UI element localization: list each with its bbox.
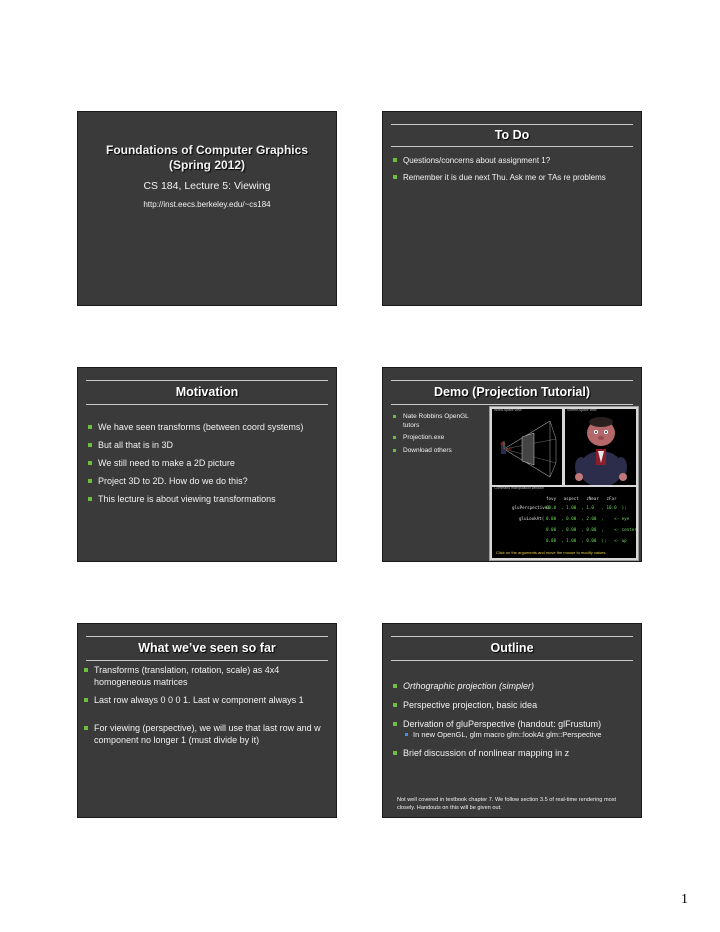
slide-seen-so-far — [77, 623, 337, 818]
bullet-list — [391, 680, 635, 759]
bullet-list — [391, 413, 485, 455]
bullet-icon — [88, 425, 92, 429]
bullet-icon — [88, 479, 92, 483]
list-item: Brief discussion of nonlinear mapping in z — [391, 747, 635, 759]
bullet-icon — [88, 461, 92, 465]
slide-todo — [382, 111, 642, 306]
slide-heading: Outline — [490, 641, 534, 655]
list-item: Orthographic projection (simpler) — [391, 680, 635, 692]
slide-footnote: Not well covered in textbook chapter 7. We follow section 3.5 of real-time rendering most closely. Handouts on this will be given out. — [397, 797, 617, 811]
bullet-icon — [393, 449, 396, 452]
instructions-text: Click on the arguments and move the mouse to modify values. — [496, 550, 607, 555]
list-item: Download others — [391, 447, 485, 456]
list-item: We have seen transforms (between coord systems) — [86, 421, 330, 433]
title-rule-bottom — [86, 660, 328, 661]
bullet-icon — [84, 726, 88, 730]
page-number: 1 — [681, 892, 688, 907]
sub-bullet-icon — [405, 733, 408, 736]
bullet-icon — [393, 751, 397, 755]
bullet-icon — [393, 684, 397, 688]
slide-title-heading — [78, 143, 336, 173]
title-rule-top — [86, 636, 328, 637]
list-item: Questions/concerns about assignment 1? — [391, 155, 635, 166]
slide-heading: To Do — [494, 128, 530, 142]
bullet-icon — [393, 415, 396, 418]
frustum-diagram — [492, 409, 562, 485]
bullet-icon — [393, 703, 397, 707]
perspective-fn: gluPerspective( — [512, 505, 550, 510]
world-space-view — [492, 409, 562, 485]
slide-outline — [382, 623, 642, 818]
lookat-center-values[interactable]: 0.00 , 0.00 , 0.00 , <- center — [546, 527, 637, 532]
list-item: Project 3D to 2D. How do we do this? — [86, 475, 330, 487]
list-sub-item: In new OpenGL, glm macro glm::lookAt glm::Perspective — [391, 730, 635, 740]
list-item: We still need to make a 2D picture — [86, 457, 330, 469]
slide-demo — [382, 367, 642, 562]
list-item: This lecture is about viewing transformations — [86, 493, 330, 505]
lookat-up-values[interactable]: 0.00 , 1.00 , 0.00 ); <- up — [546, 538, 627, 543]
bullet-list — [86, 421, 330, 505]
list-item: Transforms (translation, rotation, scale) as 4x4 homogeneous matrices — [82, 664, 330, 688]
command-window-label: Command manipulation window — [494, 486, 544, 490]
bullet-list — [391, 155, 635, 183]
list-item: But all that is in 3D — [86, 439, 330, 451]
title-rule-top — [86, 380, 328, 381]
list-item: Perspective projection, basic idea — [391, 699, 635, 711]
demo-screenshot — [489, 406, 639, 561]
param-header: fovy aspect zNear zFar — [546, 496, 617, 501]
perspective-values[interactable]: 60.0 , 1.00 , 1.0 , 10.0 ); — [546, 505, 627, 510]
title-line-2: (Spring 2012) — [168, 158, 246, 172]
title-rule-top — [391, 636, 633, 637]
bullet-icon — [393, 436, 396, 439]
bullet-icon — [84, 668, 88, 672]
slide-heading: Demo (Projection Tutorial) — [433, 385, 591, 399]
character-render — [565, 409, 636, 485]
world-space-label: World-space view — [494, 408, 522, 412]
screen-space-label: Screen-space view — [567, 408, 597, 412]
title-line-1: Foundations of Computer Graphics — [105, 143, 308, 157]
slide-subtitle: CS 184, Lecture 5: Viewing — [143, 180, 271, 192]
list-item: Nate Robbins OpenGL tutors — [391, 413, 485, 430]
command-window — [492, 487, 636, 558]
bullet-icon — [84, 698, 88, 702]
title-rule-top — [391, 124, 633, 125]
list-item: Projection.exe — [391, 434, 485, 443]
list-item: For viewing (perspective), we will use that last row and w component no longer 1 (must divide by it) — [82, 722, 330, 746]
course-url: http://inst.eecs.berkeley.edu/~cs184 — [143, 200, 271, 209]
bullet-icon — [393, 158, 397, 162]
screen-space-view — [565, 409, 636, 485]
bullet-icon — [393, 175, 397, 179]
slide-heading: Motivation — [175, 385, 239, 399]
title-rule-top — [391, 380, 633, 381]
list-item: Remember it is due next Thu. Ask me or TAs re problems — [391, 172, 635, 183]
slide-title — [77, 111, 337, 306]
title-rule-bottom — [391, 660, 633, 661]
slide-heading: What we’ve seen so far — [138, 641, 276, 655]
bullet-icon — [88, 497, 92, 501]
list-item: Derivation of gluPerspective (handout: glFrustum) — [391, 718, 635, 730]
title-rule-bottom — [391, 404, 633, 405]
slide-motivation — [77, 367, 337, 562]
list-item: Last row always 0 0 0 1. Last w component always 1 — [82, 694, 330, 706]
title-rule-bottom — [86, 404, 328, 405]
bullet-icon — [393, 722, 397, 726]
bullet-icon — [88, 443, 92, 447]
lookat-eye-values[interactable]: 0.00 , 0.00 , 2.00 , <- eye — [546, 516, 630, 521]
bullet-list — [82, 664, 330, 746]
lookat-fn: gluLookAt( — [519, 516, 545, 521]
title-rule-bottom — [391, 146, 633, 147]
